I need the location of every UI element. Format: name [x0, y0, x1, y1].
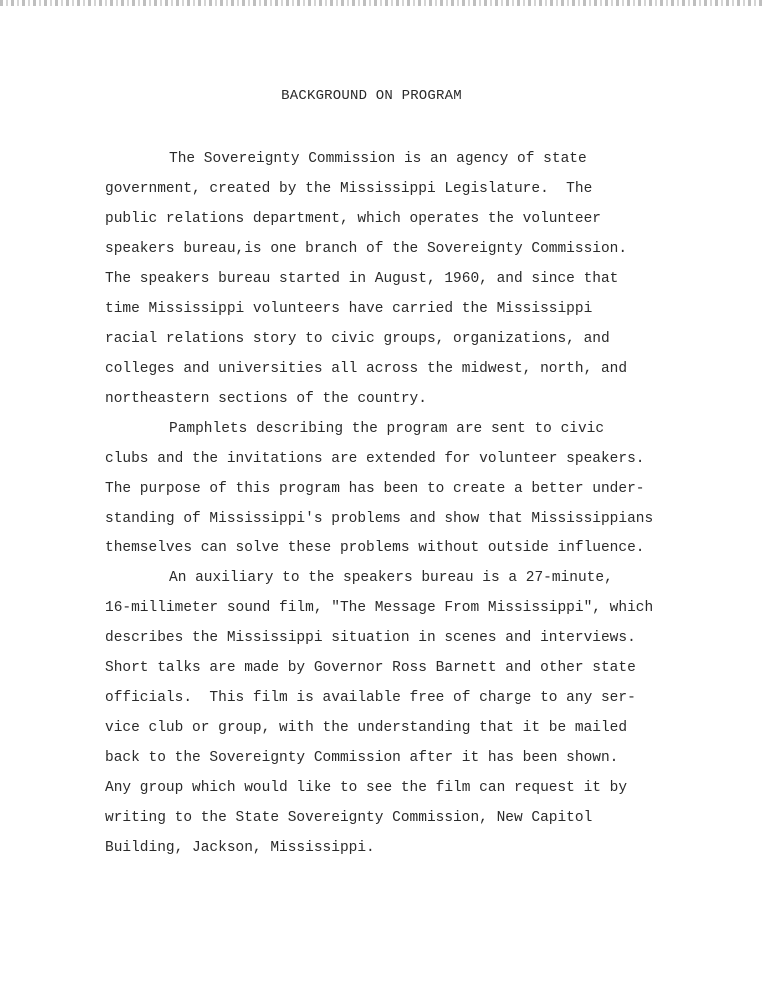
body-line: back to the Sovereignty Commission after it has been shown.: [105, 750, 619, 766]
body-line: Any group which would like to see the film can request it by: [105, 780, 628, 796]
body-line: time Mississippi volunteers have carried the Mississippi: [105, 301, 593, 317]
body-line: The purpose of this program has been to create a better under-: [105, 481, 645, 497]
body-line: clubs and the invitations are extended for volunteer speakers.: [105, 451, 645, 467]
body-line: government, created by the Mississippi Legislature. The: [105, 181, 593, 197]
body-line: colleges and universities all across the midwest, north, and: [105, 361, 628, 377]
body-line: writing to the State Sovereignty Commission, New Capitol: [105, 810, 593, 826]
body-line: The speakers bureau started in August, 1960, and since that: [105, 271, 619, 287]
body-line: northeastern sections of the country.: [105, 391, 427, 407]
body-line: public relations department, which operates the volunteer: [105, 211, 601, 227]
body-line: The Sovereignty Commission is an agency of state: [169, 151, 587, 167]
body-line: speakers bureau,is one branch of the Sovereignty Commission.: [105, 241, 628, 257]
body-line: vice club or group, with the understanding that it be mailed: [105, 720, 628, 736]
document-title: BACKGROUND ON PROGRAM: [281, 88, 462, 104]
scan-edge-marks: [0, 0, 763, 6]
body-line: Pamphlets describing the program are sent to civic: [169, 421, 605, 437]
body-line: officials. This film is available free of charge to any ser-: [105, 690, 636, 706]
body-line: racial relations story to civic groups, organizations, and: [105, 331, 610, 347]
body-line: describes the Mississippi situation in scenes and interviews.: [105, 630, 636, 646]
body-line: An auxiliary to the speakers bureau is a 27-minute,: [169, 570, 613, 586]
body-line: 16-millimeter sound film, "The Message From Mississippi", which: [105, 600, 654, 616]
body-line: standing of Mississippi's problems and show that Mississippians: [105, 511, 654, 527]
body-line: Short talks are made by Governor Ross Barnett and other state: [105, 660, 636, 676]
body-line: themselves can solve these problems without outside influence.: [105, 540, 645, 556]
body-line: Building, Jackson, Mississippi.: [105, 840, 375, 856]
